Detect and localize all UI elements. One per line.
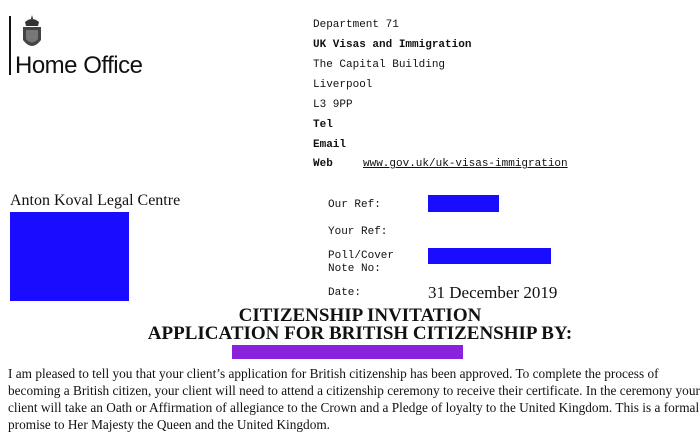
address-department: Department 71 (313, 19, 399, 31)
redacted-poll-number (428, 248, 551, 264)
address-building: The Capital Building (313, 59, 446, 71)
body-paragraph: I am pleased to tell you that your client’s application for British citizenship has been approved. To complete the process of becoming a British citizen, your client will need to attend a citizenship ceremony to receive their certificate. In the ceremony your client will take an Oath or Affirmation of allegiance to the Crown and a Pledge of loyalty to the United Kingdom. This is a formal promise to Her Majesty the Queen and the United Kingdom. (8, 366, 700, 432)
recipient-name: Anton Koval Legal Centre (10, 192, 181, 209)
poll-label-line2: Note No: (328, 263, 381, 275)
redacted-address (10, 212, 129, 301)
web-link[interactable]: www.gov.uk/uk-visas-immigration (363, 158, 568, 170)
home-office-logo-text: Home Office (15, 52, 143, 79)
our-ref-label: Our Ref: (328, 199, 381, 211)
date-label: Date: (328, 287, 362, 299)
web-label: Web (313, 158, 333, 170)
date-value: 31 December 2019 (428, 283, 558, 302)
address-city: Liverpool (313, 79, 373, 91)
title-line1: CITIZENSHIP INVITATION (238, 305, 482, 326)
address-unit: UK Visas and Immigration (313, 39, 472, 51)
title-line2: APPLICATION FOR BRITISH CITIZENSHIP BY: (147, 323, 573, 344)
logo-bar (9, 16, 11, 75)
tel-label: Tel (313, 119, 333, 131)
your-ref-label: Your Ref: (328, 226, 388, 238)
royal-crest-icon (20, 14, 44, 52)
address-postcode: L3 9PP (313, 99, 353, 111)
redacted-our-ref (428, 195, 499, 212)
email-label: Email (313, 139, 347, 151)
poll-label-line1: Poll/Cover (328, 250, 395, 262)
redacted-applicant-name (232, 345, 463, 359)
